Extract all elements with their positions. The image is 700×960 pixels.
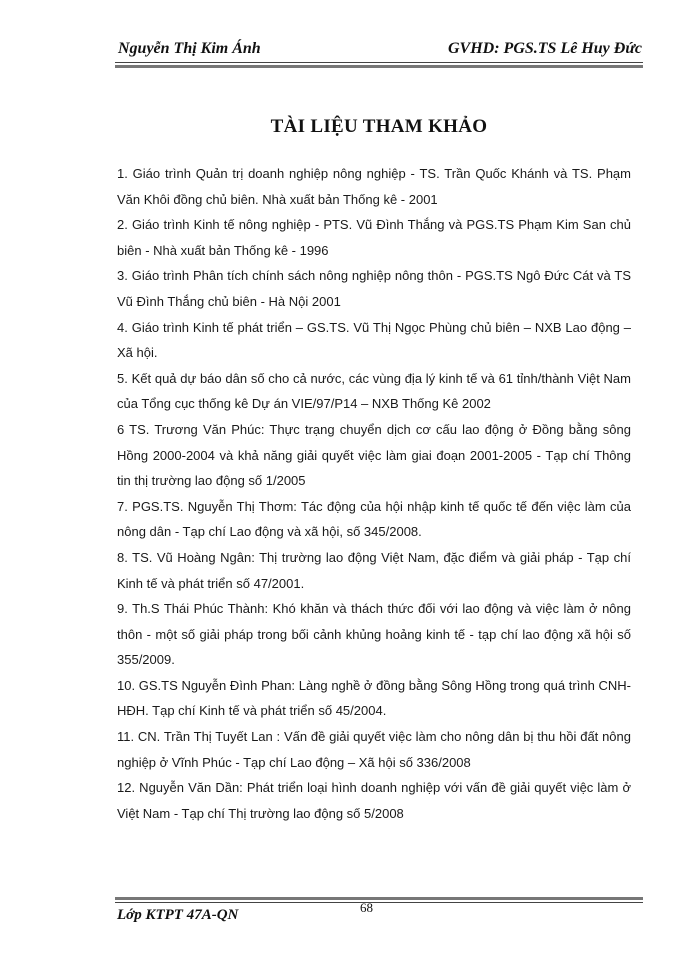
page-number: 68 (360, 900, 373, 915)
reference-item: 4. Giáo trình Kinh tế phát triển – GS.TS. Vũ Thị Ngọc Phùng chủ biên – NXB Lao động – Xã hội. (117, 319, 631, 361)
header-rule-thin (115, 62, 643, 63)
reference-item: 2. Giáo trình Kinh tế nông nghiệp - PTS. Vũ Đình Thắng và PGS.TS Phạm Kim San chủ biên - Nhà xuất bản Thống kê - 1996 (117, 217, 631, 258)
reference-item: 6 TS. Trương Văn Phúc: Thực trạng chuyển dịch cơ cấu lao động ở Đồng bằng sông Hồng 2000-2004 và khả năng giải quyết việc làm giai đoạn 2001-2005 - Tạp chí Thông tin thị trường lao động số 1/2005 (117, 421, 631, 489)
reference-item: 9. Th.S Thái Phúc Thành: Khó khăn và thách thức đối với lao động và việc làm ở nông thôn - một số giải pháp trong bối cảnh khủng hoảng kinh tế - tạp chí lao động xã hội số 355/2009. (117, 601, 631, 668)
reference-item: 7. PGS.TS. Nguyễn Thị Thơm: Tác động của hội nhập kinh tế quốc tế đến việc làm của nông dân - Tạp chí Lao động và xã hội, số 345/2008. (117, 498, 631, 540)
page-header (118, 40, 642, 60)
reference-item: 8. TS. Vũ Hoàng Ngân: Thị trường lao động Việt Nam, đặc điểm và giải pháp - Tạp chí Kinh tế và phát triển số 47/2001. (117, 549, 631, 591)
reference-item: 12. Nguyễn Văn Dần: Phát triển loại hình doanh nghiệp với vấn đề giải quyết việc làm ở Việt Nam - Tạp chí Thị trường lao động số 5/2008 (117, 780, 631, 821)
footer-rule-thick (115, 897, 643, 900)
reference-list (117, 161, 631, 826)
footer-rule-thin (115, 902, 643, 903)
reference-item: 11. CN. Trần Thị Tuyết Lan : Vấn đề giải quyết việc làm cho nông dân bị thu hồi đất nông nghiệp ở Vĩnh Phúc - Tạp chí Lao động – Xã hội số 336/2008 (117, 729, 631, 770)
footer-class-label: Lớp KTPT 47A-QN (117, 907, 239, 923)
reference-item: 3. Giáo trình Phân tích chính sách nông nghiệp nông thôn - PGS.TS Ngô Đức Cát và TS Vũ Đình Thắng chủ biên - Hà Nội 2001 (117, 268, 631, 309)
page-title: TÀI LIỆU THAM KHẢO (270, 116, 488, 137)
header-rule-thick (115, 65, 643, 68)
reference-item: 10. GS.TS Nguyễn Đình Phan: Làng nghề ở đồng bằng Sông Hồng trong quá trình CNH-HĐH. Tạp chí Kinh tế và phát triển số 45/2004. (117, 677, 631, 719)
reference-item: 5. Kết quả dự báo dân số cho cả nước, các vùng địa lý kinh tế và 61 tỉnh/thành Việt Nam của Tổng cục thống kê Dự án VIE/97/P14 – NXB Thống Kê 2002 (117, 370, 631, 412)
reference-item: 1. Giáo trình Quản trị doanh nghiệp nông nghiệp - TS. Trần Quốc Khánh và TS. Phạm Văn Khôi đồng chủ biên. Nhà xuất bản Thống kê - 2001 (117, 166, 631, 207)
header-advisor: GVHD: PGS.TS Lê Huy Đức (447, 40, 642, 57)
header-author: Nguyễn Thị Kim Ánh (118, 40, 261, 57)
